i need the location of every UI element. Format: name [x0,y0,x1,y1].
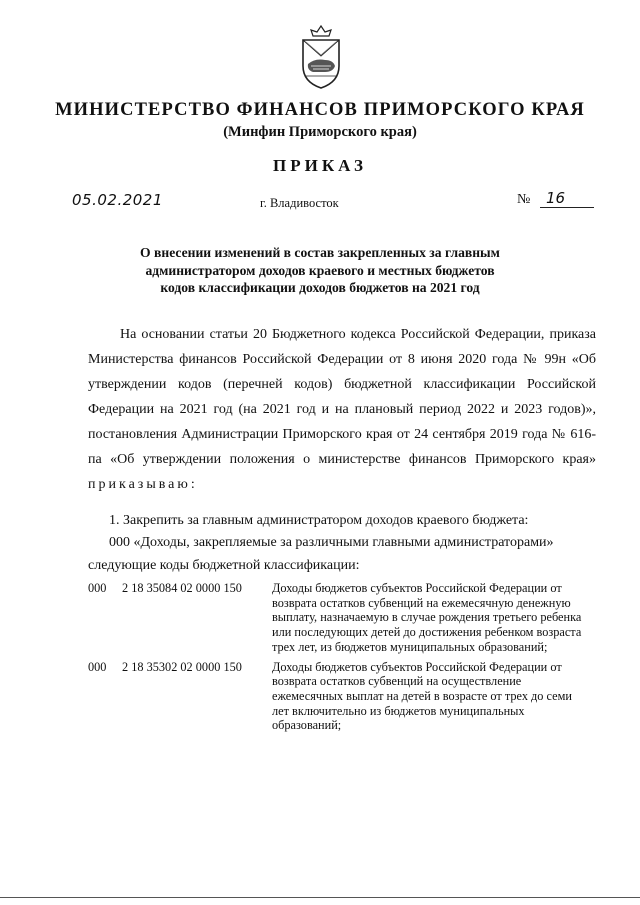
table-row [88,581,588,660]
document-type: ПРИКАЗ [273,156,367,175]
classification-code-cell: 2 18 35302 02 0000 150 [122,659,242,674]
heading-line-1: О внесении изменений в состав закрепленных за главным [140,245,500,260]
classification-code-cell: 2 18 35084 02 0000 150 [122,581,242,595]
preamble-paragraph [88,322,596,497]
admin-code-cell: 000 [88,581,107,595]
item-1-paragraph: 1. Закрепить за главным администратором доходов краевого бюджета: [109,513,529,528]
description-cell: Доходы бюджетов субъектов Российской Федерации от возврата остатков субвенций на ежемесячную денежную выплату, назначаемую в случае рождения третьего ребенка или последующих детей до достижения ребенком возраста трех лет, из бюджетов муниципальных образований; [272,581,582,654]
ministry-title: МИНИСТЕРСТВО ФИНАНСОВ ПРИМОРСКОГО КРАЯ [55,100,585,120]
item-1-administrator: 000 «Доходы, закрепляемые за различными главными администраторами» [109,535,554,550]
order-word: приказываю [88,477,191,492]
description-cell: Доходы бюджетов субъектов Российской Федерации от возврата остатков субвенций на осуществление ежемесячных выплат на детей в возрасте от трех до семи лет включительно из бюджетов муниципальных образований; [272,659,572,733]
table-row [88,660,588,739]
heading-line-2: администратором доходов краевого и местных бюджетов [145,262,495,278]
coat-of-arms-icon [295,22,347,92]
document-city: г. Владивосток [260,196,339,210]
document-number-label: № [517,192,531,207]
document-date: 05.02.2021 [72,191,163,209]
admin-code-cell: 000 [88,659,107,674]
heading-line-3: кодов классификации доходов бюджетов на 2021 год [160,280,480,295]
preamble-text: На основании статьи 20 Бюджетного кодекса Российской Федерации, приказа Министерства финансов Российской Федерации от 8 июня 2020 года № 99н «Об утверждении кодов (перечней кодов) бюджетной классификации Российской Федерации на 2021 год (на 2021 год и на плановый период 2022 и 2023 годов)», постановления Администрации Приморского края от 24 сентября 2019 года № 616-па «Об утверждении положения о министерстве финансов Приморского края» [88,327,596,467]
page-bottom-rule [0,897,640,898]
document-heading [110,244,530,297]
order-colon: : [190,477,195,492]
item-1-tail: следующие коды бюджетной классификации: [88,558,360,573]
document-number: 16 [540,190,594,208]
ministry-short-name: (Минфин Приморского края) [223,124,417,140]
budget-codes-table [88,581,588,738]
